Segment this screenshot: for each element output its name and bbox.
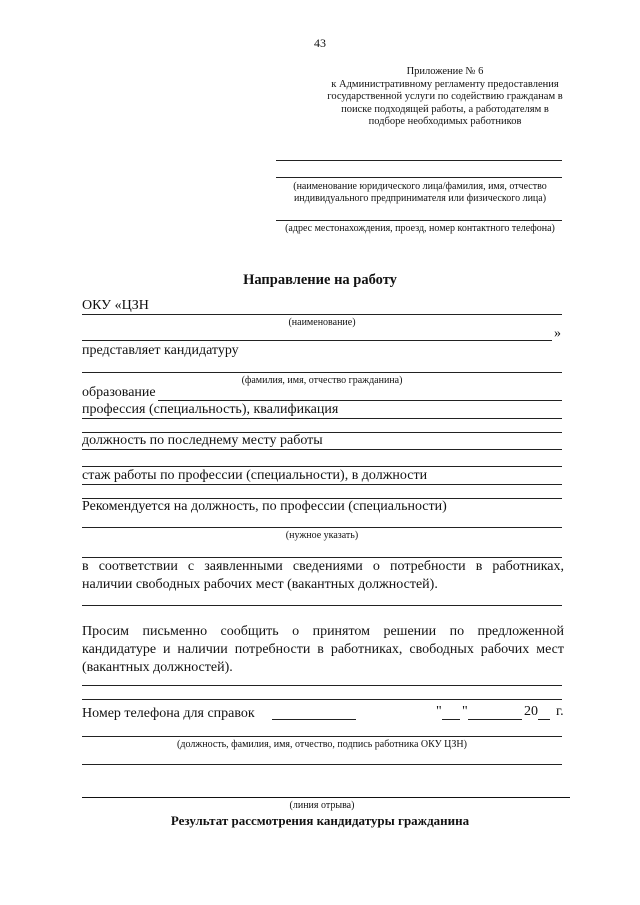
experience-label: стаж работы по профессии (специальности), в должности: [82, 468, 428, 483]
tear-line: [82, 797, 570, 798]
date-quote-open: ": [436, 704, 442, 719]
accordance-text: в соответствии с заявленными сведениями о потребности в работниках, наличии свободных рабочих мест (вакантных должностей).: [82, 559, 564, 592]
phone-line[interactable]: [272, 719, 356, 720]
last-position-line-2[interactable]: [82, 466, 562, 467]
addressee-line[interactable]: [276, 160, 562, 161]
caption-text: (наименование юридического лица/фамилия, имя, отчество: [293, 181, 547, 192]
needed-caption: (нужное указать): [285, 530, 359, 541]
profession-line[interactable]: [82, 418, 562, 419]
date-month-line[interactable]: [468, 719, 522, 720]
appendix-line: поиске подходящей работы, а работодателям в: [341, 103, 549, 115]
request-text: Просим письменно сообщить о принятом решении по предложенной кандидатуре и наличии потребности в работниках, свободных рабочих мест (вакантных должностей).: [82, 624, 564, 675]
closing-quote: »: [554, 326, 561, 341]
oku-name-line-2[interactable]: [82, 340, 552, 341]
fio-line[interactable]: [82, 372, 562, 373]
addressee-caption: [270, 181, 570, 205]
request-line[interactable]: [82, 685, 562, 686]
represents-text: представляет кандидатуру: [82, 343, 239, 358]
address-line[interactable]: [276, 220, 562, 221]
appendix-line: к Административному регламенту предоставления: [331, 78, 559, 90]
recommended-label: Рекомендуется на должность, по профессии (специальности): [82, 499, 447, 514]
oku-label: ОКУ «ЦЗН: [82, 298, 149, 313]
fio-caption: (фамилия, имя, отчество гражданина): [241, 375, 403, 386]
signature-caption: (должность, фамилия, имя, отчество, подпись работника ОКУ ЦЗН): [177, 739, 467, 750]
last-position-line[interactable]: [82, 449, 562, 450]
signature-line-2[interactable]: [82, 764, 562, 765]
appendix-line: Приложение № 6: [406, 66, 484, 77]
date-year-line[interactable]: [538, 719, 550, 720]
accordance-line[interactable]: [82, 605, 562, 606]
experience-line[interactable]: [82, 484, 562, 485]
appendix-note: [300, 66, 590, 129]
recommended-line[interactable]: [82, 527, 562, 528]
document-title: Направление на работу: [243, 272, 397, 288]
caption-text: индивидуального предпринимателя или физического лица): [293, 193, 547, 204]
oku-caption: (наименование): [288, 317, 356, 328]
appendix-line: подборе необходимых работников: [368, 116, 522, 127]
date-year: 20: [524, 704, 538, 719]
date-quote-close: ": [462, 704, 468, 719]
tear-caption: (линия отрыва): [289, 800, 355, 811]
date-day-line[interactable]: [442, 719, 460, 720]
last-position-label: должность по последнему месту работы: [82, 433, 323, 448]
page-number: 43: [314, 36, 326, 50]
oku-name-line[interactable]: [82, 314, 562, 315]
result-title: Результат рассмотрения кандидатуры гражданина: [170, 813, 470, 828]
phone-label: Номер телефона для справок: [82, 706, 255, 721]
request-line-2[interactable]: [82, 699, 562, 700]
appendix-line: государственной услуги по содействию гражданам в: [327, 91, 563, 102]
signature-line[interactable]: [82, 736, 562, 737]
profession-label: профессия (специальность), квалификация: [82, 402, 339, 417]
addressee-line[interactable]: [276, 177, 562, 178]
address-caption: (адрес местонахождения, проезд, номер контактного телефона): [285, 223, 555, 234]
education-label: образование: [82, 385, 156, 400]
date-g: г.: [556, 704, 564, 719]
